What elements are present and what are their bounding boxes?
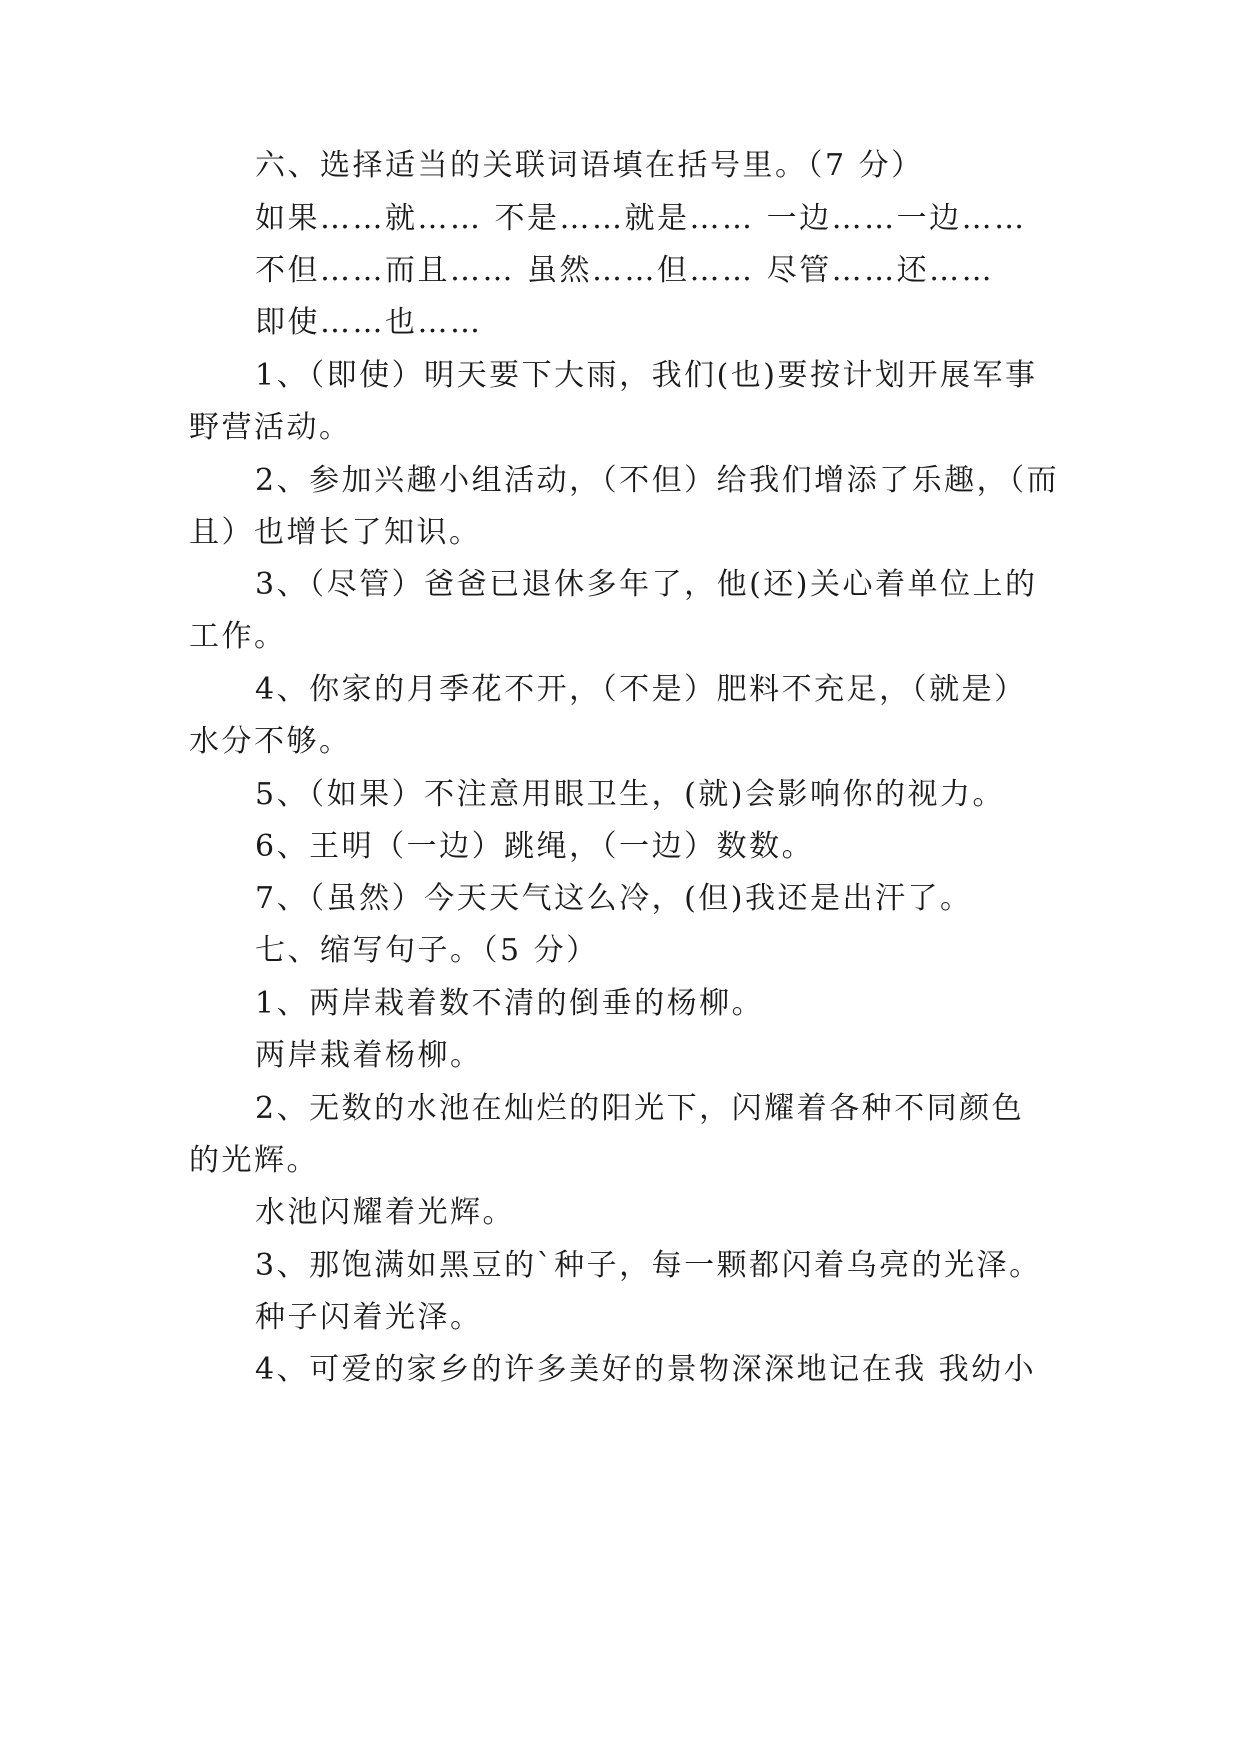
s7-item-4-question: 4、可爱的家乡的许多美好的景物深深地记在我 我幼小 bbox=[255, 1352, 1037, 1387]
s7-item-1-question: 1、两岸栽着数不清的倒垂的杨柳。 bbox=[255, 986, 765, 1021]
section-7-heading: 七、缩写句子。（5 分） bbox=[255, 933, 599, 968]
s6-item-3-line-2: 工作。 bbox=[189, 619, 287, 654]
s6-item-1-line-2: 野营活动。 bbox=[189, 410, 352, 445]
s7-item-3-question: 3、那饱满如黑豆的`种子，每一颗都闪着乌亮的光泽。 bbox=[255, 1248, 1042, 1283]
s7-item-2-answer: 水池闪耀着光辉。 bbox=[255, 1195, 515, 1230]
section-6-heading: 六、选择适当的关联词语填在括号里。（7 分） bbox=[255, 148, 924, 183]
s6-item-3-line-1: 3、（尽管）爸爸已退休多年了，他(还)关心着单位上的 bbox=[255, 567, 1038, 602]
s7-item-2-question-line-2: 的光辉。 bbox=[189, 1143, 319, 1178]
s6-item-2-line-2: 且）也增长了知识。 bbox=[189, 515, 482, 550]
s6-item-7: 7、（虽然）今天天气这么冷，(但)我还是出汗了。 bbox=[255, 881, 973, 916]
s6-item-4-line-2: 水分不够。 bbox=[189, 724, 352, 759]
s6-item-2-line-1: 2、参加兴趣小组活动，（不但）给我们增添了乐趣，（而 bbox=[255, 463, 1060, 498]
word-bank-line-2: 不但……而且…… 虽然……但…… 尽管……还…… bbox=[255, 253, 995, 288]
s6-item-6: 6、王明（一边）跳绳，（一边）数数。 bbox=[255, 829, 815, 864]
word-bank-line-1: 如果……就…… 不是……就是…… 一边……一边…… bbox=[255, 201, 1027, 236]
s7-item-3-answer: 种子闪着光泽。 bbox=[255, 1300, 483, 1335]
s6-item-4-line-1: 4、你家的月季花不开，（不是）肥料不充足，（就是） bbox=[255, 672, 1027, 707]
s7-item-2-question-line-1: 2、无数的水池在灿烂的阳光下，闪耀着各种不同颜色 bbox=[255, 1091, 1025, 1126]
s6-item-1-line-1: 1、（即使）明天要下大雨，我们(也)要按计划开展军事 bbox=[255, 358, 1038, 393]
word-bank-line-3: 即使……也…… bbox=[255, 305, 483, 340]
s6-item-5: 5、（如果）不注意用眼卫生，(就)会影响你的视力。 bbox=[255, 777, 1005, 812]
s7-item-1-answer: 两岸栽着杨柳。 bbox=[255, 1038, 483, 1073]
